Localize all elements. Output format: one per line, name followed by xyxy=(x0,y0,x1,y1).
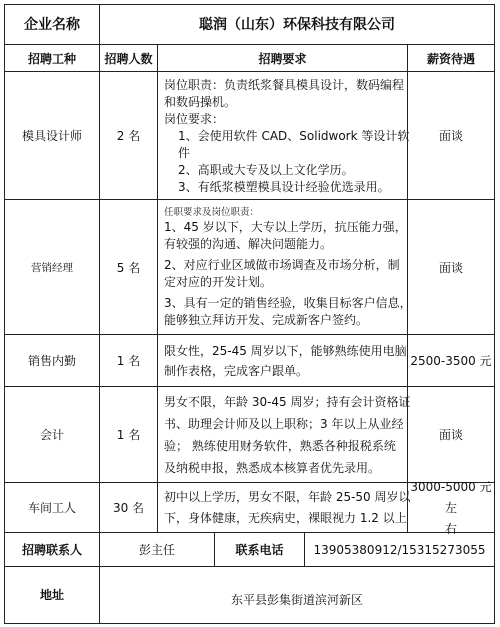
job-requirements xyxy=(157,335,407,387)
req-line: 初中以上学历，男女不限，年龄 25-50 周岁以 xyxy=(164,490,411,504)
req-heading: 任职要求及岗位职责： xyxy=(164,207,260,218)
req-line: 及纳税申报，熟悉成本核算者优先录用。 xyxy=(164,461,381,475)
salary-line: 3000-5000 元左 xyxy=(410,479,492,515)
req-line: 验； 熟练使用财务软件，熟悉各种报税系统 xyxy=(164,439,396,453)
company-name: 聪润（山东）环保科技有限公司 xyxy=(99,5,495,45)
company-row xyxy=(4,4,495,45)
address-value: 东平县彭集街道滨河新区 xyxy=(99,567,495,623)
address-row xyxy=(4,566,495,624)
job-title: 营销经理 xyxy=(4,200,99,335)
company-label: 企业名称 xyxy=(4,5,99,45)
job-requirements xyxy=(157,387,411,483)
req-line: 制作表格，完成客户跟单。 xyxy=(164,364,309,378)
contact-phone: 13905380912/15315273055 xyxy=(304,533,495,567)
req-line: 1、45 岁以下，大专以上学历，抗压能力强， xyxy=(164,220,407,234)
job-salary: 2500-3500 元 xyxy=(407,335,495,387)
req-line: 1、会使用软件 CAD、Solidwork 等设计软 xyxy=(178,128,410,143)
job-title: 销售内勤 xyxy=(4,335,99,387)
req-line: 岗位职责：负责纸浆餐具模具设计，数码编程 xyxy=(164,77,405,92)
job-salary: 面谈 xyxy=(407,200,495,335)
col-requirements: 招聘要求 xyxy=(157,45,407,72)
job-headcount: 1 名 xyxy=(99,387,157,483)
req-line: 和数码操机。 xyxy=(164,94,237,109)
req-line: 有较强的沟通、解决问题能力。 xyxy=(164,237,333,251)
contact-phone-label: 联系电话 xyxy=(214,533,304,567)
job-headcount: 1 名 xyxy=(99,335,157,387)
req-line: 2、高职或大专及以上文化学历。 xyxy=(178,162,354,177)
salary-line: 右 xyxy=(444,521,457,536)
job-salary: 面谈 xyxy=(407,387,495,483)
job-row-sales-manager xyxy=(4,199,495,335)
req-line: 下，身体健康，无疾病史，裸眼视力 1.2 以上 xyxy=(164,511,407,525)
col-headcount: 招聘人数 xyxy=(99,45,157,72)
job-row-accountant xyxy=(4,386,495,483)
contact-person: 彭主任 xyxy=(99,533,214,567)
req-line: 书、助理会计师及以上职称；3 年以上从业经 xyxy=(164,417,404,431)
col-salary: 薪资待遇 xyxy=(407,45,495,72)
job-headcount: 5 名 xyxy=(99,200,157,335)
req-line: 男女不限，年龄 30-45 周岁；持有会计资格证 xyxy=(164,395,411,409)
contact-person-label: 招聘联系人 xyxy=(4,533,99,567)
job-row-mold-designer xyxy=(4,71,495,200)
job-row-sales-assistant xyxy=(4,334,495,387)
job-row-workshop-worker xyxy=(4,479,495,536)
job-title: 车间工人 xyxy=(4,483,99,533)
address-label: 地址 xyxy=(4,567,99,623)
req-line: 定对应的开发计划。 xyxy=(164,275,273,289)
job-requirements xyxy=(157,72,410,200)
job-salary: 面谈 xyxy=(407,72,495,200)
req-line: 岗位要求： xyxy=(164,111,225,126)
job-title: 模具设计师 xyxy=(4,72,99,200)
job-requirements xyxy=(157,483,411,533)
req-line: 限女性，25-45 周岁以下，能够熟练使用电脑 xyxy=(164,344,407,358)
req-line: 2、对应行业区域做市场调查及市场分析，制 xyxy=(164,258,400,272)
recruitment-table xyxy=(4,4,495,622)
col-job-type: 招聘工种 xyxy=(4,45,99,72)
job-headcount: 2 名 xyxy=(99,72,157,200)
job-headcount: 30 名 xyxy=(99,483,157,533)
req-line: 件 xyxy=(178,145,191,160)
req-line: 能够独立拜访开发、完成新客户签约。 xyxy=(164,313,369,327)
req-line: 3、具有一定的销售经验，收集目标客户信息， xyxy=(164,296,412,310)
req-line: 3、有纸浆模塑模具设计经验优选录用。 xyxy=(178,179,390,194)
job-requirements xyxy=(157,200,412,335)
contact-row xyxy=(4,532,495,567)
job-salary xyxy=(407,479,495,536)
column-header-row xyxy=(4,44,495,72)
job-title: 会计 xyxy=(4,387,99,483)
